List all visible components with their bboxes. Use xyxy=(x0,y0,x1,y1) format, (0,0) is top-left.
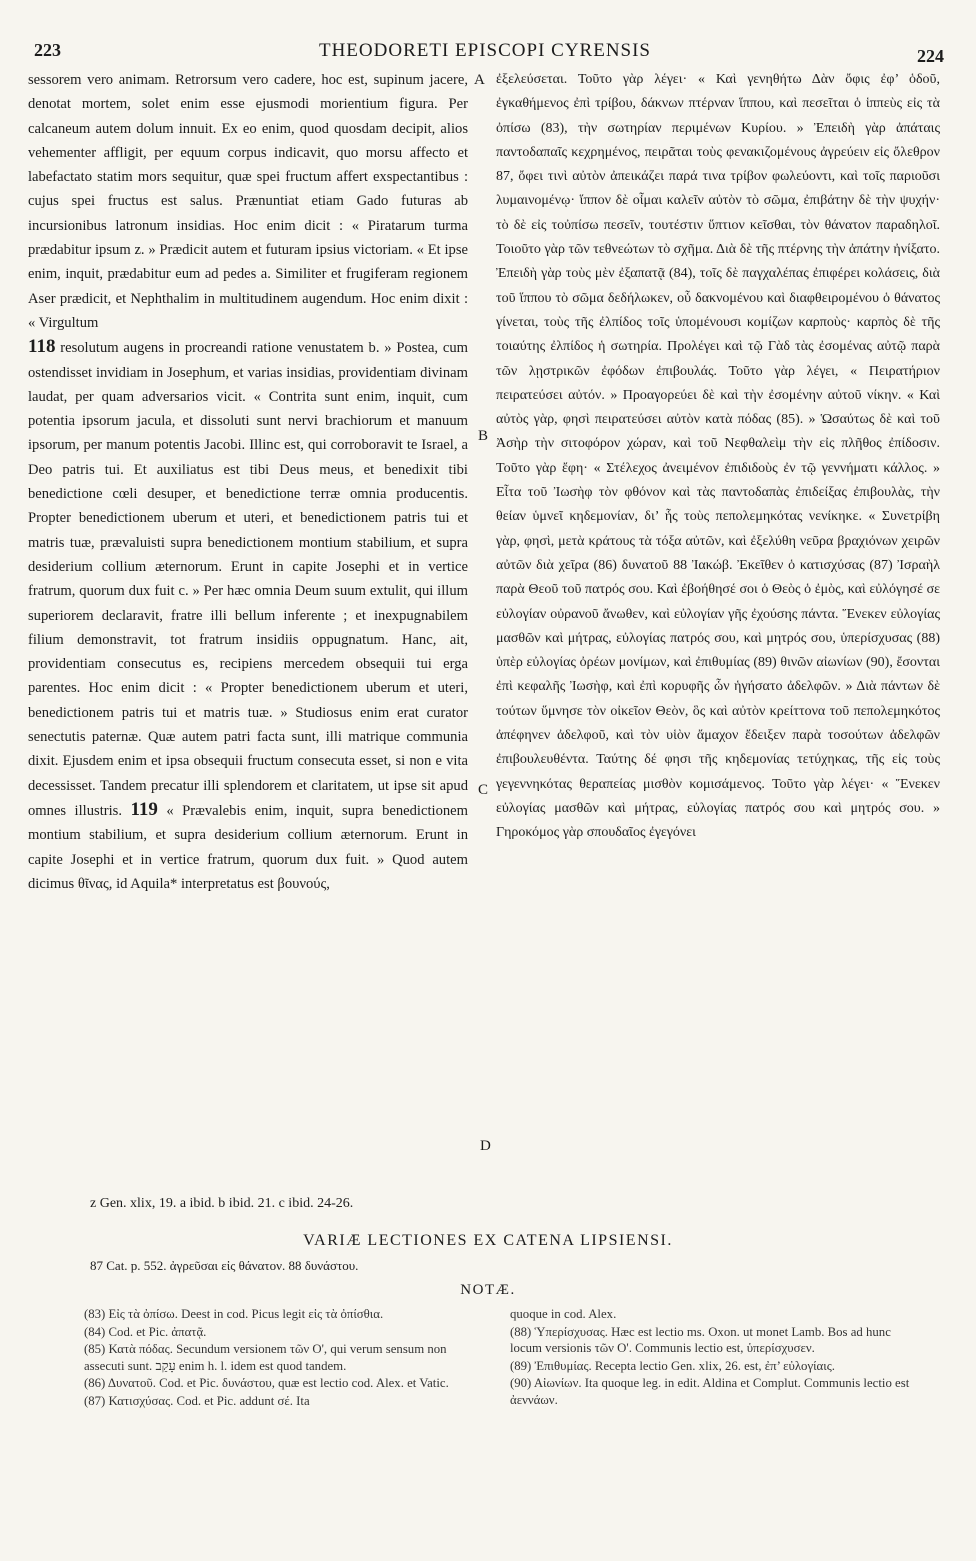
latin-text: resolutum augens in procreandi ratione venustatem b. » Postea, cum ostendisset invidiam in Josephum, et varias insidias, providentiam divinam laudat, per quam adversarios vicit. « Contrita sunt enim, inquit, cum potentia ipsorum jacula, et dissoluti sunt nervi brachiorum et manuum ipsorum, per manum potentis Jacobi. Illinc est, qui corroboravit te Israel, a Deo patris tui. Et auxiliatus est tibi Deus meus, et benedixit tibi benedictione cœli desuper, et benedictione terræ omnia producentis. Propter benedictionem uberum et uteri, et benedictionem patris tui et matris tuæ, prævaluisti supra benedictionem montium stabilium, et supra desiderium collium æternorum. Erunt in capite Josephi et in vertice fratrum, quorum dux fuit c. » Per hæc omnia Deum suum extulit, qui illum superiorem declaravit, fratre illi bellum inferente ; et inexpugnabilem filium demonstravit, tot fratrum insidiis oppugnatum. Hanc, ait, providentiam consecutus es, recipiens mercedem obsequii tui erga parentes. Hoc enim dicit : « Propter benedictionem uberum et uteri, benedictionem patris tui et matris tuæ. » Studiosus enim erat curator senectutis paternæ. Quæ autem patri facta sunt, illi matrique communia dixit. Ejusdem enim et ipsa obsequii fructum consecuta esset, si non e vita decessisset. Tandem precatur illi splendorem et claritatem, ut ipse sit apud omnes illustris. xyxy=(28,340,468,819)
latin-paragraph: sessorem vero animam. Retrorsum vero cadere, hoc est, supinum jacere, denotat mortem, solet enim esse ejusmodi morientium figura. Per calcaneum autem dolum innuit. Ex eo enim, quod quosdam decipit, alios vehementer affligit, per equum corpus indicavit, quo morsu affecto et labefactato statim mors sequitur, quæ spei fructum affert exspectantibus : cujus spei fructus est salus. Prænuntiat etiam Gado futuras ab incursionibus latronum insidias. Hoc enim dicit : « Piratarum turma prædabitur ipsum z. » Prædicit autem et futuram ipsius victoriam. « Et ipse enim, inquit, prædabitur eum ad pedes a. Similiter et frugiferam regionem Aser prædicit, et Nephthalim in multitudinem augendum. Hoc enim dixit : « Virgultum xyxy=(28,72,468,331)
section-number: 118 xyxy=(28,336,56,358)
note: (88) Ὑπερίσχυσας. Hæc est lectio ms. Oxon. ut monet Lamb. Bos ad hunc locum versionis τῶν O'. Communis lectio est, ὑπερίσχυσεν. xyxy=(510,1324,891,1356)
note: (85) Κατὰ πόδας. Secundum versionem τῶν O', qui verum sensum non assecuti sunt. עָקֵב enim h. l. idem est quod tandem. xyxy=(84,1342,447,1373)
note: (86) Δυνατοῦ. Cod. et Pic. δυνάστου, quæ est lectio cod. Alex. et Vatic. xyxy=(84,1376,449,1391)
section-number: 119 xyxy=(130,798,158,820)
note: (89) Ἐπιθυμίας. Recepta lectio Gen. xlix, 26. est, ἐπ’ εὐλογίαις. xyxy=(510,1358,835,1373)
notes-right-column xyxy=(510,1306,910,1410)
margin-letter-c: C xyxy=(478,782,489,798)
latin-text: « Prævalebis enim, inquit, supra benedictionem montium stabilium, et supra desiderium collium æternorum. Erunt in capite Josephi et in vertice fratrum, quorum dux fuit. » Quod autem dicimus θῖνας, id Aquila* interpretatus est βουνούς, xyxy=(28,802,469,892)
page-number-left: 223 xyxy=(34,40,61,60)
note: quoque in cod. Alex. xyxy=(510,1307,617,1321)
note: (90) Αἰωνίων. Ita quoque leg. in edit. Aldina et Complut. Communis lectio est ἀεννάων. xyxy=(510,1376,910,1407)
note: (83) Εἰς τὰ ὀπίσω. Deest in cod. Picus legit εἰς τὰ ὀπίσθια. xyxy=(84,1307,384,1321)
margin-letter-a: A xyxy=(474,72,485,88)
margin-letter-b: B xyxy=(478,428,489,444)
notes-left-column xyxy=(84,1306,484,1411)
latin-column xyxy=(28,68,468,896)
running-head xyxy=(22,36,948,66)
greek-column xyxy=(496,68,940,846)
running-title: THEODORETI EPISCOPI CYRENSIS xyxy=(318,40,652,61)
scripture-references: z Gen. xlix, 19. a ibid. b ibid. 21. c ibid. 24-26. xyxy=(90,1196,354,1211)
note: (84) Cod. et Pic. ἀπατᾷ. xyxy=(84,1324,207,1339)
notae-title: NOTÆ. xyxy=(460,1282,516,1298)
margin-letter-d: D xyxy=(480,1138,491,1154)
page-number-right: 224 xyxy=(917,46,944,66)
variae-lectiones-title: VARIÆ LECTIONES EX CATENA LIPSIENSI. xyxy=(303,1232,673,1249)
greek-text: ἐξελεύσεται. Τοῦτο γὰρ λέγει· « Καὶ γενηθήτω Δὰν ὄφις ἐφ’ ὁδοῦ, ἐγκαθήμενος ἐπὶ τρίβου, δάκνων πτέρναν ἵππου, καὶ πεσεῖται ὁ ἱππεὺς εἰς τὰ ὀπίσω (83), τὴν σωτηρίαν περιμένων Κυρίου. » Ἐπειδὴ γὰρ ἀπάταις παντοδαπαῖς κεχρημένος, πειρᾶται τοὺς φενακιζομένους ἀγρεύειν εἰς ὄλεθρον 87, ὄφει τινὶ αὐτὸν ἀπεικάζει παρά τινα τρίβον φωλεύοντι, καὶ τοῖς παριοῦσι λυμαινομένῳ· ἵππον δὲ οἶμαι καλεῖν αὐτὸν τὸ σῶμα, ἐπιβάτην δὲ τὴν ψυχήν· τὸ δὲ εἰς τοὐπίσω πεσεῖν, τουτέστιν ὕπτιον κεῖσθαι, τὸν θάνατον παραδηλοῖ. Τοιοῦτο γὰρ τῶν τεθνεώτων τὸ σχῆμα. Διὰ δὲ τῆς πτέρνης τὴν ἀπάτην ἠνίξατο. Ἐπειδὴ γὰρ τοὺς μὲν ἐξαπατᾷ (84), τοῖς δὲ παγχαλέπας ἐπιφέρει κολάσεις, διὰ τοῦ ἵππου τὸ σῶμα δεδήλωκεν, οὗ δακνομένου καὶ διαφθειρομένου ὁ θάνατος γίνεται, τοὺς τῆς ἐλπίδος τοῖς ὑπομένουσι κομίζων καρποὺς· καρπὸς δὲ τῆς τοιαύτης ἐλπίδος ἡ σωτηρία. Προλέγει καὶ τῷ Γὰδ τὰς ἐσομένας αὐτῷ παρὰ τῶν λῃστρικῶν ἐφόδων ἐπιβουλάς. Τοῦτο γὰρ λέγει, « Πειρατήριον πειρατεύσει αὐτόν. » Προαγορεύει δὲ καὶ τὴν ἐσομένην αὐτοῦ νίκην. « Καὶ αὐτὸς γὰρ, φησὶ πειρατεύσει αὐτὸν κατὰ πόδας (85). » Ὡσαύτως δὲ καὶ τοῦ Ἀσὴρ τὴν σιτοφόρον χώραν, καὶ τοῦ Νεφθαλεὶμ τὴν εἰς πλῆθος ἐπίδοσιν. Τοῦτο γὰρ ἔφη· « Στέλεχος ἀνειμένον ἐπιδιδοὺς ἐν τῷ γεννήματι κάλλος. » Εἶτα τοῦ Ἰωσὴφ τὸν φθόνον καὶ τὰς παντοδαπὰς ἐπιδείξας ἐπιβουλὰς, τὴν θείαν ὑμνεῖ κηδεμονίαν, δι’ ἧς τοὺς πεπολεμηκότας νενίκηκε. « Συνετρίβη γὰρ, φησὶ, μετὰ κράτους τὰ τόξα αὐτῶν, καὶ ἐξελύθη νεῦρα βραχιόνων χειρῶν αὐτῶν διὰ χεῖρα (86) δυνατοῦ 88 Ἰακώβ. Ἐκεῖθεν ὁ κατισχύσας (87) Ἰσραὴλ παρὰ Θεοῦ τοῦ πατρός σου. Καὶ ἐβοήθησέ σοι ὁ Θεὸς ὁ ἐμὸς, καὶ εὐλόγησέ σε εὐλογίαν οὐρανοῦ ἄνωθεν, καὶ εὐλογίαν γῆς ἐχούσης πάντα. Ἕνεκεν εὐλογίας μασθῶν καὶ μήτρας, εὐλογίας πατρός σου, καὶ μητρός σου, ὑπερίσχυσας (88) ὑπὲρ εὐλογίας ὀρέων μονίμων, καὶ ἐπιθυμίας (89) θινῶν αἰωνίων (90), ἔσονται ἐπὶ κεφαλῆς Ἰωσὴφ, καὶ ἐπὶ κορυφῆς ὧν ἡγήσατο ἀδελφῶν. » Διὰ πάντων δὲ τούτων ὕμνησε τὸν οἰκεῖον Θεὸν, ὃς καὶ αὐτὸν κρείττονα τοῦ πεπολεμηκότος ἀπέφηνεν ἀδελφοῦ, καὶ τὸν υἱὸν ἄμαχον ἔδειξεν παρὰ τοσούτων ἀδελφῶν ἐπιβουλευθέντα. Ταύτης δέ φησι τῆς κηδεμονίας τετύχηκας, τῆς εἰς τοὺς γεγεννηκότας θεραπείας μισθὸν κομισάμενος. Τοῦτο γὰρ λέγει· « Ἕνεκεν εὐλογίας μασθῶν καὶ μήτρας, εὐλογίας πατρός σου καὶ μητρός σου. » Γηροκόμος γὰρ σπουδαῖος ἐγεγόνει xyxy=(496,72,940,841)
note: (87) Κατισχύσας. Cod. et Pic. addunt σέ. Ita xyxy=(84,1393,310,1408)
variae-lectiones-line: 87 Cat. p. 552. ἀγρεῦσαι εἰς θάνατον. 88 δυνάστου. xyxy=(90,1258,359,1273)
latin-paragraph xyxy=(28,335,468,896)
